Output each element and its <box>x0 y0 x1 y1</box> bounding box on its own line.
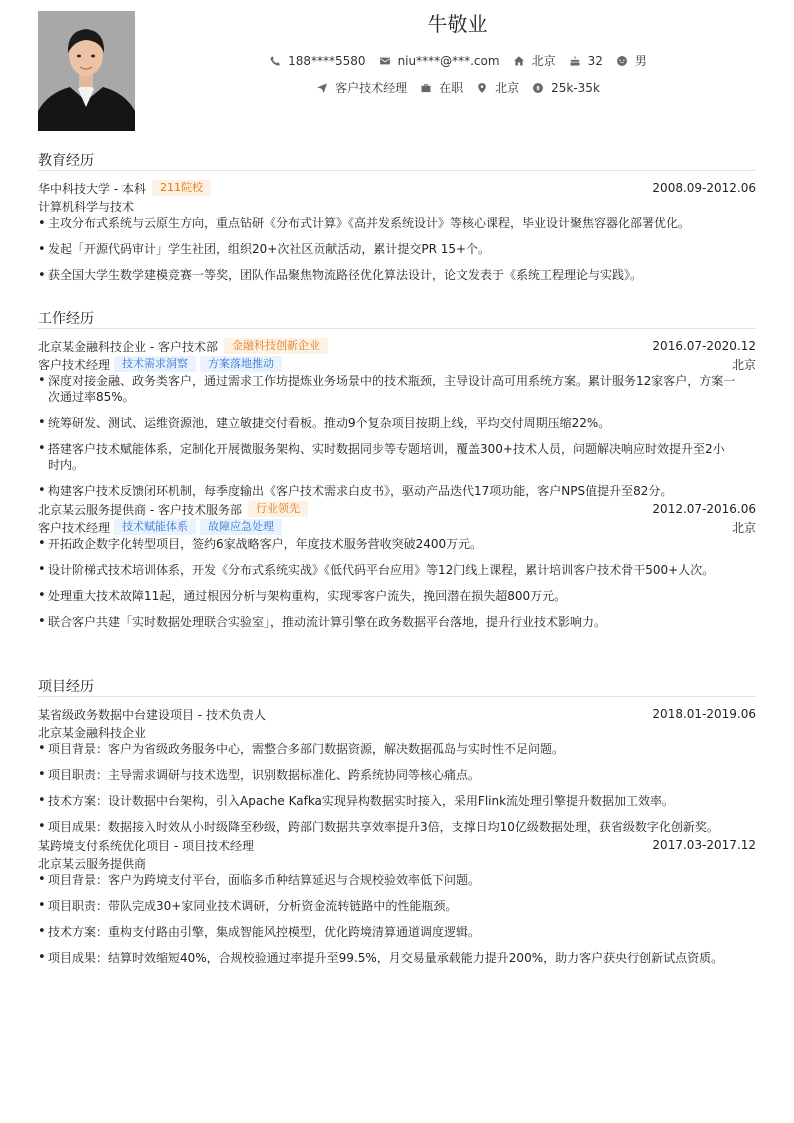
position-info <box>315 79 407 96</box>
company-tag: 金融科技创新企业 <box>224 338 328 354</box>
list-item: • 技术方案：设计数据中台架构，引入Apache Kafka实现异构数据实时接入，采用Flink流处理引擎提升数据加工效率。 <box>38 793 756 809</box>
job-bullets <box>38 373 756 499</box>
phone-info <box>268 54 365 68</box>
skill-tag: 方案落地推动 <box>200 356 282 372</box>
job-city: 北京 <box>731 357 756 372</box>
project-org-row <box>38 854 756 872</box>
gender-info <box>615 52 647 69</box>
job-header <box>38 500 756 518</box>
home-info <box>512 52 556 69</box>
salary-text: 25k-35k <box>551 80 600 95</box>
job-city: 北京 <box>731 520 756 535</box>
project-header <box>38 705 756 723</box>
list-item: • 处理重大技术故障11起，通过根因分析与架构重构，实现零客户流失，挽回潜在损失超800万元。 <box>38 588 756 604</box>
profile-photo <box>38 11 135 131</box>
project-org: 北京某云服务提供商 <box>38 856 147 871</box>
list-item: • 技术方案：重构支付路由引擎，集成智能风控模型，优化跨境清算通道调度逻辑。 <box>38 924 756 940</box>
location-text: 北京 <box>495 81 520 95</box>
skill-tag: 技术需求洞察 <box>114 356 196 372</box>
phone-icon <box>268 54 282 68</box>
school-name: 华中科技大学 - 本科 <box>38 181 146 196</box>
project-date: 2017.03-2017.12 <box>652 838 756 852</box>
job-role: 客户技术经理 <box>38 357 111 372</box>
list-item: • 联合客户共建「实时数据处理联合实验室」，推动流计算引擎在政务数据平台落地，提升行业技术影响力。 <box>38 614 756 630</box>
job-date: 2016.07-2020.12 <box>652 339 756 353</box>
list-item: • 项目背景：客户为跨境支付平台，面临多币种结算延迟与合规校验效率低下问题。 <box>38 872 756 888</box>
job-intent-row <box>150 79 765 96</box>
company-name: 北京某金融科技企业 - 客户技术部 <box>38 339 218 354</box>
location-info <box>475 79 519 96</box>
project-bullets <box>38 741 756 835</box>
home-text: 北京 <box>531 54 556 68</box>
education-section <box>38 150 756 284</box>
company-tag: 行业领先 <box>248 501 308 517</box>
candidate-name: 牛敬业 <box>427 12 488 36</box>
briefcase-icon <box>419 81 433 95</box>
school-tag: 211院校 <box>152 180 211 196</box>
job-date: 2012.07-2016.06 <box>652 502 756 516</box>
contact-info-row <box>150 52 765 69</box>
major-row <box>38 197 756 215</box>
project-date: 2018.01-2019.06 <box>652 707 756 721</box>
age-text: 32 <box>587 53 603 68</box>
send-icon <box>315 81 329 95</box>
phone-text: 188****5580 <box>288 53 366 68</box>
gender-text: 男 <box>634 54 647 68</box>
smile-icon <box>615 54 629 68</box>
education-bullets <box>38 215 756 284</box>
home-icon <box>512 54 526 68</box>
project-name: 某省级政务数据中台建设项目 - 技术负责人 <box>38 707 266 722</box>
mail-icon <box>378 54 392 68</box>
list-item: • 构建客户技术反馈闭环机制，每季度输出《客户技术需求白皮书》，驱动产品迭代17项功能，客户NPS值提升至82分。 <box>38 483 756 499</box>
skill-tag: 技术赋能体系 <box>114 519 196 535</box>
list-item: • 搭建客户技术赋能体系，定制化开展微服务架构、实时数据同步等专题培训，覆盖300+技术人员，问题解决响应时效提升至2小时内。 <box>38 441 756 473</box>
location-pin-icon <box>475 81 489 95</box>
work-section <box>38 308 756 630</box>
salary-info <box>531 81 600 95</box>
position-text: 客户技术经理 <box>335 81 408 95</box>
projects-section <box>38 676 756 966</box>
education-date: 2008.09-2012.06 <box>652 181 756 195</box>
projects-title: 项目经历 <box>38 676 756 697</box>
email-text: niu****@***.com <box>397 53 500 68</box>
list-item: • 项目职责：主导需求调研与技术选型，识别数据标准化、跨系统协同等核心痛点。 <box>38 767 756 783</box>
project-bullets <box>38 872 756 966</box>
job-bullets <box>38 536 756 630</box>
list-item: • 项目成果：数据接入时效从小时级降至秒级，跨部门数据共享效率提升3倍，支撑日均10亿级数据处理，获省级数字化创新奖。 <box>38 819 756 835</box>
status-text: 在职 <box>439 81 464 95</box>
coin-icon <box>531 81 545 95</box>
list-item: • 主攻分布式系统与云原生方向，重点钻研《分布式计算》《高并发系统设计》等核心课程，毕业设计聚焦容器化部署优化。 <box>38 215 756 232</box>
job-role: 客户技术经理 <box>38 520 111 535</box>
job-header <box>38 337 756 355</box>
skill-tag: 故障应急处理 <box>200 519 282 535</box>
list-item: • 项目背景：客户为省级政务服务中心，需整合多部门数据资源，解决数据孤岛与实时性不足问题。 <box>38 741 756 757</box>
job-role-row <box>38 518 756 536</box>
major-text: 计算机科学与技术 <box>38 199 135 214</box>
job-role-row <box>38 355 756 373</box>
company-name: 北京某云服务提供商 - 客户技术服务部 <box>38 502 242 517</box>
education-title: 教育经历 <box>38 150 756 171</box>
list-item: • 项目成果：结算时效缩短40%，合规校验通过率提升至99.5%，月交易量承载能力提升200%，助力客户获央行创新试点资质。 <box>38 950 756 966</box>
project-org: 北京某金融科技企业 <box>38 725 147 740</box>
list-item: • 获全国大学生数学建模竞赛一等奖，团队作品聚焦物流路径优化算法设计，论文发表于《系统工程理论与实践》。 <box>38 267 756 284</box>
list-item: • 深度对接金融、政务类客户，通过需求工作坊提炼业务场景中的技术瓶颈，主导设计高可用系统方案。累计服务12家客户，方案一次通过率85%。 <box>38 373 756 405</box>
education-header <box>38 179 756 197</box>
age-info <box>568 54 603 68</box>
list-item: • 开拓政企数字化转型项目，签约6家战略客户，年度技术服务营收突破2400万元。 <box>38 536 756 552</box>
list-item: • 设计阶梯式技术培训体系，开发《分布式系统实战》《低代码平台应用》等12门线上课程，累计培训客户技术骨干500+人次。 <box>38 562 756 578</box>
list-item: • 项目职责：带队完成30+家同业技术调研，分析资金流转链路中的性能瓶颈。 <box>38 898 756 914</box>
cake-icon <box>568 54 582 68</box>
status-info <box>419 79 463 96</box>
list-item: • 发起「开源代码审计」学生社团，组织20+次社区贡献活动，累计提交PR 15+个。 <box>38 241 756 258</box>
list-item: • 统筹研发、测试、运维资源池，建立敏捷交付看板。推动9个复杂项目按期上线，平均交付周期压缩22%。 <box>38 415 756 431</box>
project-name: 某跨境支付系统优化项目 - 项目技术经理 <box>38 838 254 853</box>
project-org-row <box>38 723 756 741</box>
work-title: 工作经历 <box>38 308 756 329</box>
email-info <box>378 54 500 68</box>
project-header <box>38 836 756 854</box>
